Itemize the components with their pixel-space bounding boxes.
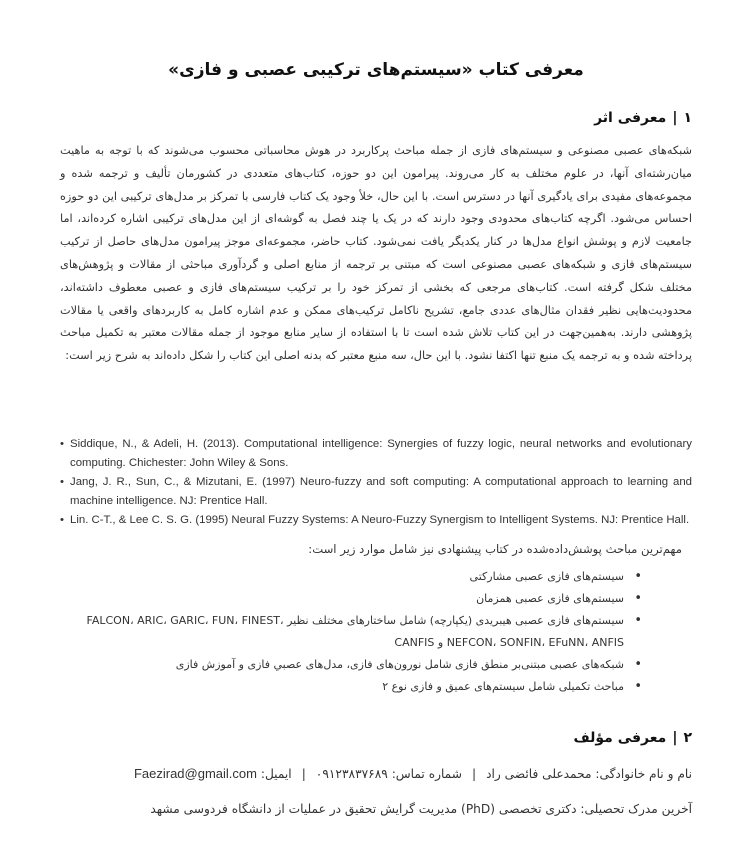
separator: |	[301, 767, 306, 781]
topic-item: • سیستم‌های فازی عصبی همزمان	[60, 588, 642, 610]
topic-item: • سیستم‌های فازی عصبی هیبریدی (یکپارچه) شامل ساختارهای مختلف نظیر FALCON، ARIC، GARIC، FUN، FINEST، NEFCON، SONFIN، EFuNN، ANFIS و CANFIS	[60, 610, 642, 654]
separator: |	[471, 767, 477, 781]
topic-item: • مباحث تکمیلی شامل سیستم‌های عمیق و فازی نوع ۲	[60, 676, 642, 698]
section-heading-author	[573, 730, 692, 746]
author-contact-line	[60, 766, 692, 781]
author-email[interactable]: Faezirad@gmail.com	[133, 766, 257, 781]
reference-item: • Siddique, N., & Adeli, H. (2013). Computational intelligence: Synergies of fuzzy logic, neural networks and evolutionary computing. Chichester: John Wiley & Sons.	[60, 435, 692, 472]
section-number: ۱	[683, 110, 692, 126]
author-phone: ۰۹۱۲۳۸۳۷۶۸۹	[315, 767, 388, 781]
email-label: ایمیل:	[260, 767, 292, 781]
section-label: معرفی اثر	[594, 110, 667, 126]
section-divider: |	[672, 110, 678, 126]
reference-item: • Lin. C-T., & Lee C. S. G. (1995) Neural Fuzzy Systems: A Neuro-Fuzzy Synergism to Intelligent Systems. NJ: Prentice Hall.	[60, 511, 692, 530]
degree-label: آخرین مدرک تحصیلی:	[580, 802, 692, 816]
author-name: محمدعلی فائضی راد	[486, 767, 592, 781]
section-heading-intro	[594, 110, 692, 126]
intro-paragraph: شبکه‌های عصبی مصنوعی و سیستم‌های فازی از جمله مباحث پرکاربرد در هوش محاسباتی محسوب می‌شوند که با توجه به ماهیت میان‌رشته‌ای آنها، در علوم مختلف به کار می‌روند. پیرامون این دو حوزه، کتاب‌های متعددی در کشورمان تألیف و ترجمه شده و مجموعه‌های مفیدی برای یادگیری آنها در دسترس است. با این حال، خلأ وجود یک کتاب فارسی با تمرکز بر مدل‌های ترکیبی این دو حوزه احساس می‌شود. اگرچه کتاب‌های محدودی وجود دارند که در یک یا چند فصل به گوشه‌ای از این مدل‌های ترکیبی اشاره کرده‌اند، اما جامعیت لازم و پوشش انواع مدل‌ها در کنار یکدیگر یافت نمی‌شود. کتاب حاضر، مجموعه‌ای موجز پیرامون مدل‌های حاصل از ترکیب سیستم‌های فازی و شبکه‌های عصبی مصنوعی است که مبتنی بر ترجمه از منابع اصلی و گردآوری مباحثی از مقالات و پژوهش‌های مختلف شکل گرفته است. کتاب‌های مرجعی که بخشی از تمرکز خود را بر ترکیب سیستم‌های فازی و عصبی معطوف داشته‌اند، محدودیت‌هایی نظیر فقدان مثال‌های عددی جامع، تشریح ناکامل ترکیب‌های ممکن و عدم اشاره کامل به کاربردهای واقعی یا مقالات پژوهشی دارند. به‌همین‌جهت در این کتاب تلاش شده است تا با استفاده از سایر منابع موجود از جمله مقالات معتبر به تکمیل مباحث پرداخته شده و به ترجمه یک منبع تنها اکتفا نشود. با این حال، سه منبع معتبر که بدنه اصلی این کتاب را شکل داده‌اند به شرح زیر است:	[60, 144, 692, 363]
phone-label: شماره تماس:	[391, 767, 462, 781]
topic-item: • شبکه‌های عصبی مبتنی‌بر منطق فازی شامل نورون‌های فازی، مدل‌های عصبي فازی و آموزش فازی	[60, 654, 642, 676]
reference-list	[60, 435, 692, 531]
topics-list	[60, 566, 642, 698]
section-label: معرفی مؤلف	[573, 730, 667, 746]
section-number: ۲	[683, 730, 692, 746]
reference-item: • Jang, J. R., Sun, C., & Mizutani, E. (1997) Neuro-fuzzy and soft computing: A computational approach to learning and machine intelligence. NJ: Prentice Hall.	[60, 473, 692, 510]
topics-intro: مهم‌ترین مباحث پوشش‌داده‌شده در کتاب پیشنهادی نیز شامل موارد زیر است:	[308, 542, 682, 556]
topic-item: • سیستم‌های فازی عصبی مشارکتی	[60, 566, 642, 588]
page-title: معرفی کتاب «سیستم‌های ترکیبی عصبی و فازی»	[168, 60, 584, 80]
section-divider: |	[672, 730, 678, 746]
author-degree-line	[60, 802, 692, 816]
name-label: نام و نام خانوادگی:	[595, 767, 692, 781]
author-degree: دکتری تخصصی (PhD) مدیریت گرایش تحقیق در عملیات از دانشگاه فردوسی مشهد	[150, 802, 577, 816]
